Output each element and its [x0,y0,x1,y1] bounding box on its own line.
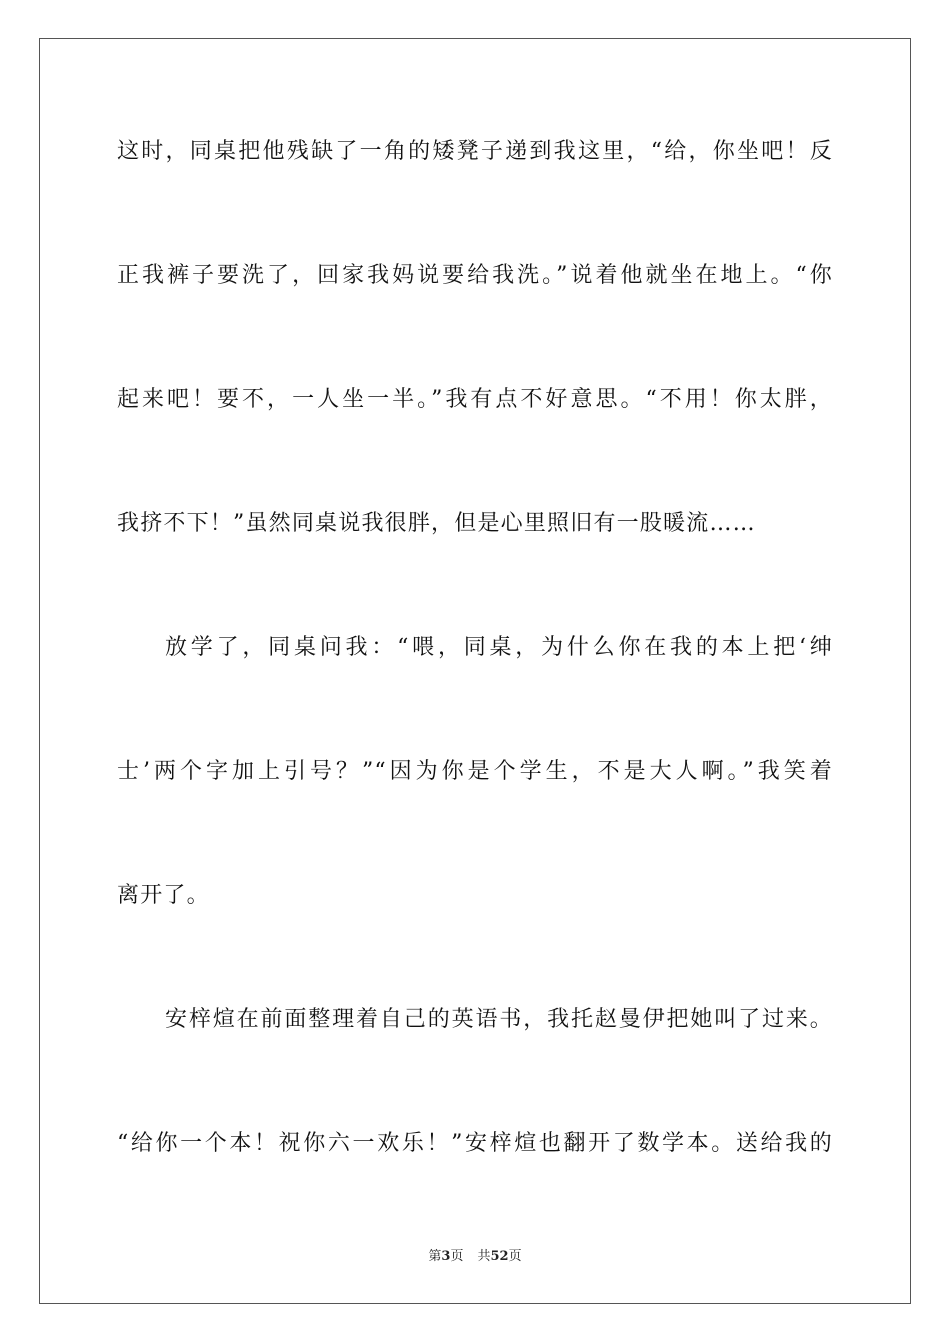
page-prefix: 第 [428,1249,442,1264]
paragraph-start-line: 安梓煊在前面整理着自己的英语书，我托赵曼伊把她叫了过来。 [165,1007,833,1032]
text-line: 起来吧！要不，一人坐一半。”我有点不好意思。“不用！你太胖， [117,387,833,412]
text-line: 这时，同桌把他残缺了一角的矮凳子递到我这里，“给，你坐吧！反 [117,139,833,164]
page-footer [0,1248,950,1266]
paragraph-start-line: 放学了，同桌问我：“喂，同桌，为什么你在我的本上把‘绅 [165,635,833,660]
current-page-number: 3 [441,1249,451,1264]
total-page-count: 52 [490,1249,509,1264]
text-line: 士’两个字加上引号？”“因为你是个学生，不是大人啊。”我笑着 [117,759,833,784]
text-line: “给你一个本！祝你六一欢乐！”安梓煊也翻开了数学本。送给我的 [117,1131,833,1156]
page-border [39,38,911,1304]
text-line: 正我裤子要洗了，回家我妈说要给我洗。”说着他就坐在地上。“你 [117,263,833,288]
page-suffix: 页 [450,1249,464,1264]
total-prefix: 共 [477,1249,491,1264]
text-line: 我挤不下！”虽然同桌说我很胖，但是心里照旧有一股暖流…… [117,511,756,536]
total-suffix: 页 [508,1249,522,1264]
text-line: 离开了。 [117,883,210,908]
